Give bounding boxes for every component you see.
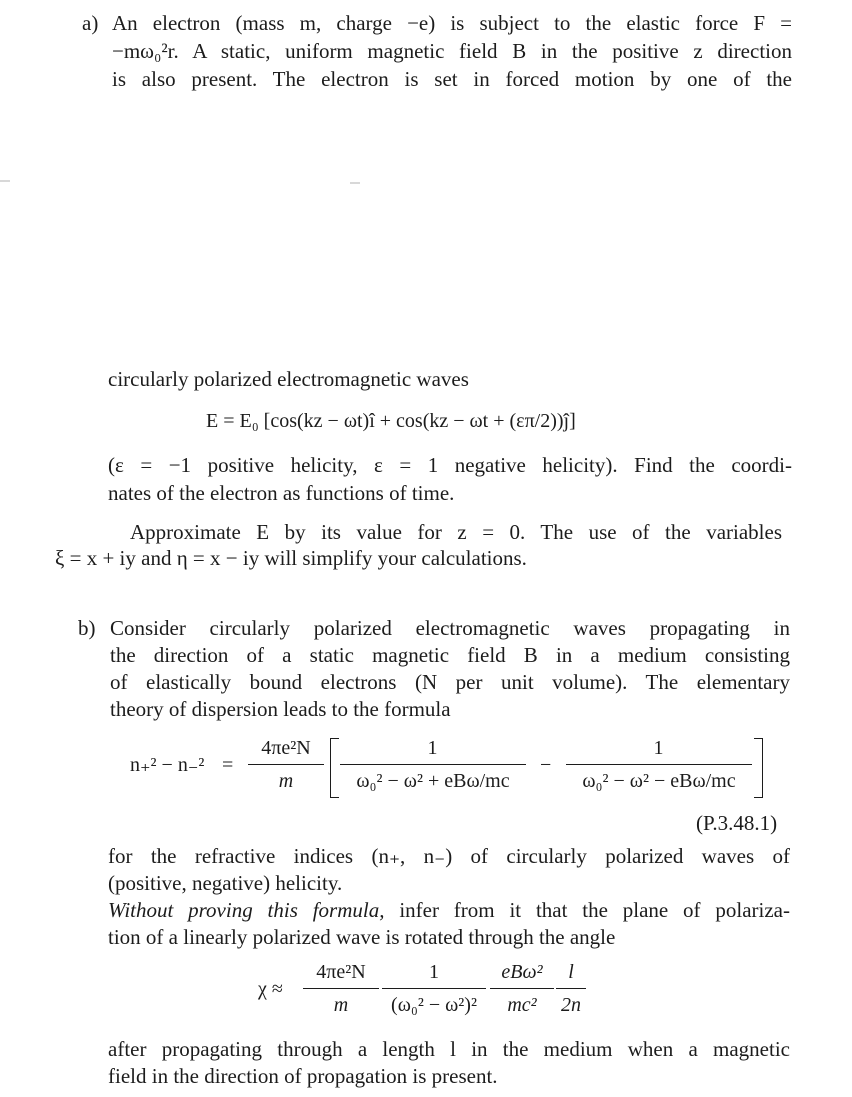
term1-numerator: 1 — [427, 737, 438, 759]
italic-phrase: Without proving this formula, — [108, 898, 385, 922]
part-a-line-6: nates of the electron as functions of time. — [108, 481, 455, 505]
part-b-line-1: Consider circularly polarized electromagnetic waves propagating in — [110, 616, 790, 640]
part-b-label: b) — [78, 616, 96, 640]
chi-f1-bar — [303, 988, 379, 989]
chi-f2-numerator: 1 — [429, 961, 439, 983]
part-a-line-4: circularly polarized electromagnetic waves — [108, 367, 469, 391]
equation-number: (P.3.48.1) — [696, 811, 778, 835]
chi-f3-bar — [490, 988, 554, 989]
chi-f1-numerator: 4πe²N — [316, 961, 366, 983]
prefactor-denominator: m — [278, 770, 294, 792]
term2-bar — [566, 764, 752, 765]
prefactor-bar — [248, 764, 324, 765]
chi-f2-bar — [382, 988, 486, 989]
scan-mark — [0, 180, 10, 182]
part-b-line-3: of elastically bound electrons (N per unit volume). The elementary — [110, 670, 790, 694]
part-a-line-3: is also present. The electron is set in forced motion by one of the — [112, 67, 792, 91]
part-b-line-2: the direction of a static magnetic field B in a medium consisting — [110, 643, 790, 667]
part-b-line-4: theory of dispersion leads to the formula — [110, 697, 451, 721]
chi-lhs: χ ≈ — [258, 978, 283, 1000]
chi-f1-denominator: m — [333, 994, 349, 1016]
term1-bar — [340, 764, 526, 765]
chi-f4-numerator: l — [568, 961, 574, 983]
part-b-line-10: field in the direction of propagation is present. — [108, 1064, 498, 1088]
formula-lhs: n₊² − n₋² — [130, 754, 205, 776]
part-a-label: a) — [82, 11, 99, 35]
part-b-line-9: after propagating through a length l in the medium when a magnetic — [108, 1037, 790, 1061]
chi-f3-denominator: mc² — [507, 994, 537, 1016]
part-a-line-1: An electron (mass m, charge −e) is subject to the elastic force F = — [112, 11, 792, 35]
prefactor-numerator: 4πe²N — [261, 737, 311, 759]
part-b-line-7 — [108, 897, 790, 923]
part-b-line-6: (positive, negative) helicity. — [108, 871, 343, 895]
term2-numerator: 1 — [653, 737, 664, 759]
part-a-line-8: ξ = x + iy and η = x − iy will simplify your calculations. — [55, 546, 527, 570]
scan-mark — [350, 182, 360, 184]
chi-f3-numerator: eBω² — [501, 961, 543, 983]
formula-minus: − — [540, 754, 552, 776]
term2-denominator: ω₀² − ω² − eBω/mc — [582, 770, 736, 792]
formula-equals: = — [222, 754, 234, 776]
line-7-rest: infer from it that the plane of polariza- — [384, 898, 790, 922]
chi-f4-denominator: 2n — [561, 994, 581, 1016]
chi-f4-bar — [556, 988, 586, 989]
part-a-line-7: Approximate E by its value for z = 0. The use of the variables — [130, 520, 782, 544]
term1-denominator: ω₀² − ω² + eBω/mc — [356, 770, 510, 792]
part-a-line-5: (ε = −1 positive helicity, ε = 1 negative helicity). Find the coordi- — [108, 453, 792, 477]
part-a-line-2: −mω₀²r. A static, uniform magnetic field B in the positive z direction — [112, 39, 792, 63]
chi-f2-denominator: (ω₀² − ω²)² — [391, 994, 477, 1016]
part-b-line-8: tion of a linearly polarized wave is rotated through the angle — [108, 925, 616, 949]
right-bracket — [754, 738, 763, 798]
part-b-line-5: for the refractive indices (n₊, n₋) of circularly polarized waves of — [108, 844, 790, 868]
equation-E-field: E = E₀ [cos(kz − ωt)î + cos(kz − ωt + (επ/2))ĵ] — [206, 410, 576, 432]
